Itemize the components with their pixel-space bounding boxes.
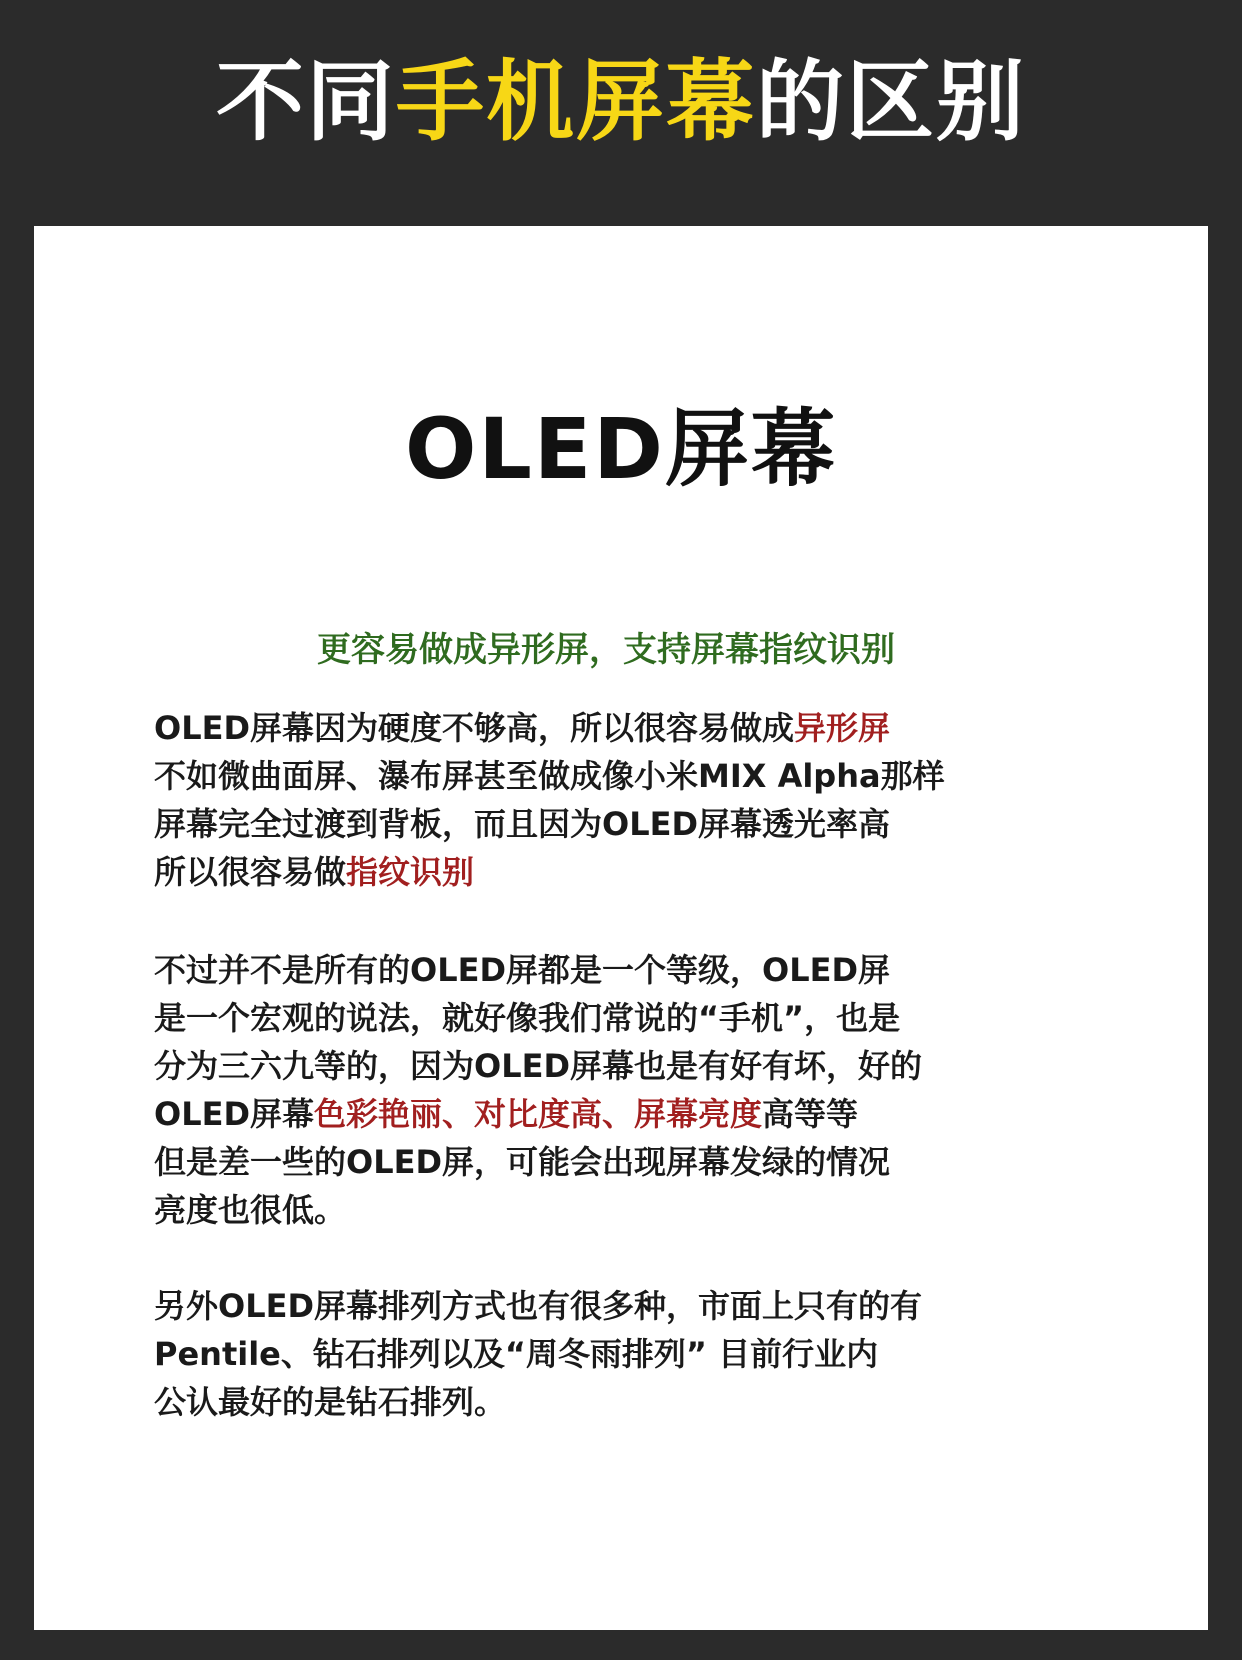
text-line: 不过并不是所有的OLED屏都是一个等级，OLED屏 bbox=[154, 951, 891, 989]
text-line: 但是差一些的OLED屏，可能会出现屏幕发绿的情况 bbox=[154, 1143, 891, 1181]
section-heading: OLED屏幕 bbox=[404, 400, 838, 498]
paragraph-3 bbox=[154, 1282, 1154, 1426]
text-line: 另外OLED屏幕排列方式也有很多种，市面上只有的有 bbox=[154, 1287, 923, 1325]
text-span: 高等等 bbox=[762, 1095, 859, 1133]
page-title bbox=[216, 32, 1026, 158]
paragraph-1 bbox=[154, 704, 1154, 896]
highlight-text: 色彩艳丽、对比度高、屏幕亮度 bbox=[314, 1095, 763, 1133]
text-line: Pentile、钻石排列以及“周冬雨排列” 目前行业内 bbox=[154, 1335, 879, 1373]
text-line: 公认最好的是钻石排列。 bbox=[154, 1383, 507, 1421]
section-subtitle: 更容易做成异形屏，支持屏幕指纹识别 bbox=[317, 630, 895, 670]
highlight-text: 指纹识别 bbox=[346, 853, 475, 891]
header-banner bbox=[0, 0, 1242, 220]
text-line: 分为三六九等的，因为OLED屏幕也是有好有坏，好的 bbox=[154, 1047, 923, 1085]
text-line: 不如微曲面屏、瀑布屏甚至做成像小米MIX Alpha那样 bbox=[154, 757, 945, 795]
text-span: OLED屏幕 bbox=[154, 1095, 315, 1133]
title-suffix: 的区别 bbox=[756, 50, 1027, 153]
text-line: 是一个宏观的说法，就好像我们常说的“手机”，也是 bbox=[154, 999, 901, 1037]
text-line: 屏幕完全过渡到背板，而且因为OLED屏幕透光率高 bbox=[154, 805, 891, 843]
text-span: OLED屏幕因为硬度不够高，所以很容易做成 bbox=[154, 709, 795, 747]
text-line bbox=[154, 704, 1154, 752]
text-line bbox=[154, 848, 1154, 896]
text-line bbox=[154, 1090, 1154, 1138]
text-line: 亮度也很低。 bbox=[154, 1191, 347, 1229]
paragraph-2 bbox=[154, 946, 1154, 1234]
highlight-text: 异形屏 bbox=[794, 709, 891, 747]
text-span: 所以很容易做 bbox=[154, 853, 347, 891]
title-highlight: 手机屏幕 bbox=[395, 50, 756, 153]
title-prefix: 不同 bbox=[215, 50, 396, 153]
content-card bbox=[34, 226, 1208, 1630]
